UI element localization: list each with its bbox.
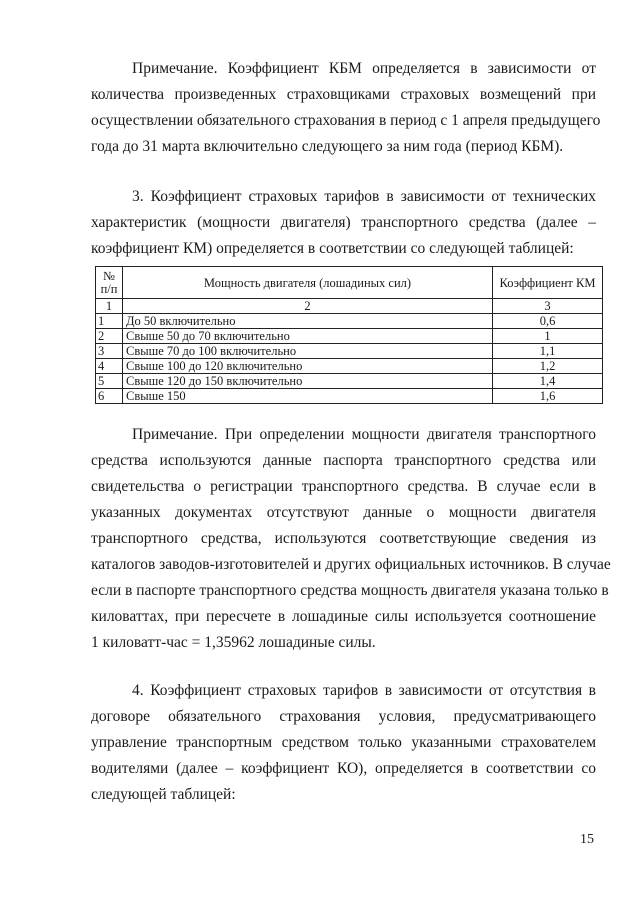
table-row [96,329,603,344]
text-line: указанных документах отсутствуют данные о мощности двигателя [91,504,596,521]
text-line: управление транспортным средством только указанными страхователем [91,734,596,751]
row-number: 4 [96,359,123,374]
text-line: года до 31 марта включительно следующего за ним года (период КБМ). [91,138,564,155]
row-number: 6 [96,389,123,404]
table-row [96,314,603,329]
index-cell: 3 [493,299,603,314]
text-line: если в паспорте транспортного средства мощность двигателя указана только в [91,582,609,599]
row-power: Свыше 150 [123,389,493,404]
text-line: Примечание. Коэффициент КБМ определяется в зависимости от [132,60,596,77]
text-line: договоре обязательного страхования условия, предусматривающего [91,708,596,725]
row-coefficient: 1,6 [493,389,603,404]
table-row [96,374,603,389]
row-power: Свыше 120 до 150 включительно [123,374,493,389]
row-power: Свыше 50 до 70 включительно [123,329,493,344]
header-power: Мощность двигателя (лошадиных сил) [123,267,493,299]
row-number: 1 [96,314,123,329]
text-line: транспортного средства, используются соответствующие сведения из [91,530,596,547]
index-cell: 1 [96,299,123,314]
km-coefficient-table [95,266,603,404]
table-row [96,344,603,359]
row-power: Свыше 100 до 120 включительно [123,359,493,374]
table-header-row [96,267,603,299]
header-number-abbr: п/п [100,281,118,296]
text-line: каталогов заводов-изготовителей и других официальных источников. В случае [91,556,611,573]
row-number: 3 [96,344,123,359]
table-row [96,359,603,374]
text-line: водителями (далее – коэффициент КО), определяется в соответствии со [91,760,596,777]
note-kbm-paragraph [91,56,601,160]
text-line: 1 киловатт-час = 1,35962 лошадиные силы. [91,634,376,651]
text-line: свидетельства о регистрации транспортного средства. В случае если в [91,478,596,495]
table-index-row [96,299,603,314]
text-line: 4. Коэффициент страховых тарифов в зависимости от отсутствия в [132,682,596,699]
text-line: Примечание. При определении мощности двигателя транспортного [132,426,596,443]
section-4-paragraph [91,678,596,808]
row-coefficient: 0,6 [493,314,603,329]
text-line: количества произведенных страховщиками страховых возмещений при [91,86,596,103]
section-3-paragraph [91,184,596,262]
text-line: коэффициент КМ) определяется в соответствии со следующей таблицей: [91,240,574,257]
table-row [96,389,603,404]
row-coefficient: 1,1 [493,344,603,359]
index-cell: 2 [123,299,493,314]
note-power-paragraph [91,422,611,656]
text-line: следующей таблицей: [91,786,236,803]
text-line: 3. Коэффициент страховых тарифов в зависимости от технических [132,188,596,205]
row-coefficient: 1,2 [493,359,603,374]
row-power: Свыше 70 до 100 включительно [123,344,493,359]
header-number-symbol: № [103,268,115,283]
row-coefficient: 1 [493,329,603,344]
row-power: До 50 включительно [123,314,493,329]
text-line: осуществлении обязательного страхования в период с 1 апреля предыдущего [91,112,601,129]
text-line: средства используются данные паспорта транспортного средства или [91,452,596,469]
page-number: 15 [580,832,594,847]
text-line: киловаттах, при пересчете в лошадиные силы используется соотношение [91,608,596,625]
row-coefficient: 1,4 [493,374,603,389]
header-coefficient: Коэффициент КМ [493,267,603,299]
text-line: характеристик (мощности двигателя) транспортного средства (далее – [91,214,596,231]
row-number: 2 [96,329,123,344]
row-number: 5 [96,374,123,389]
header-number [96,267,123,299]
